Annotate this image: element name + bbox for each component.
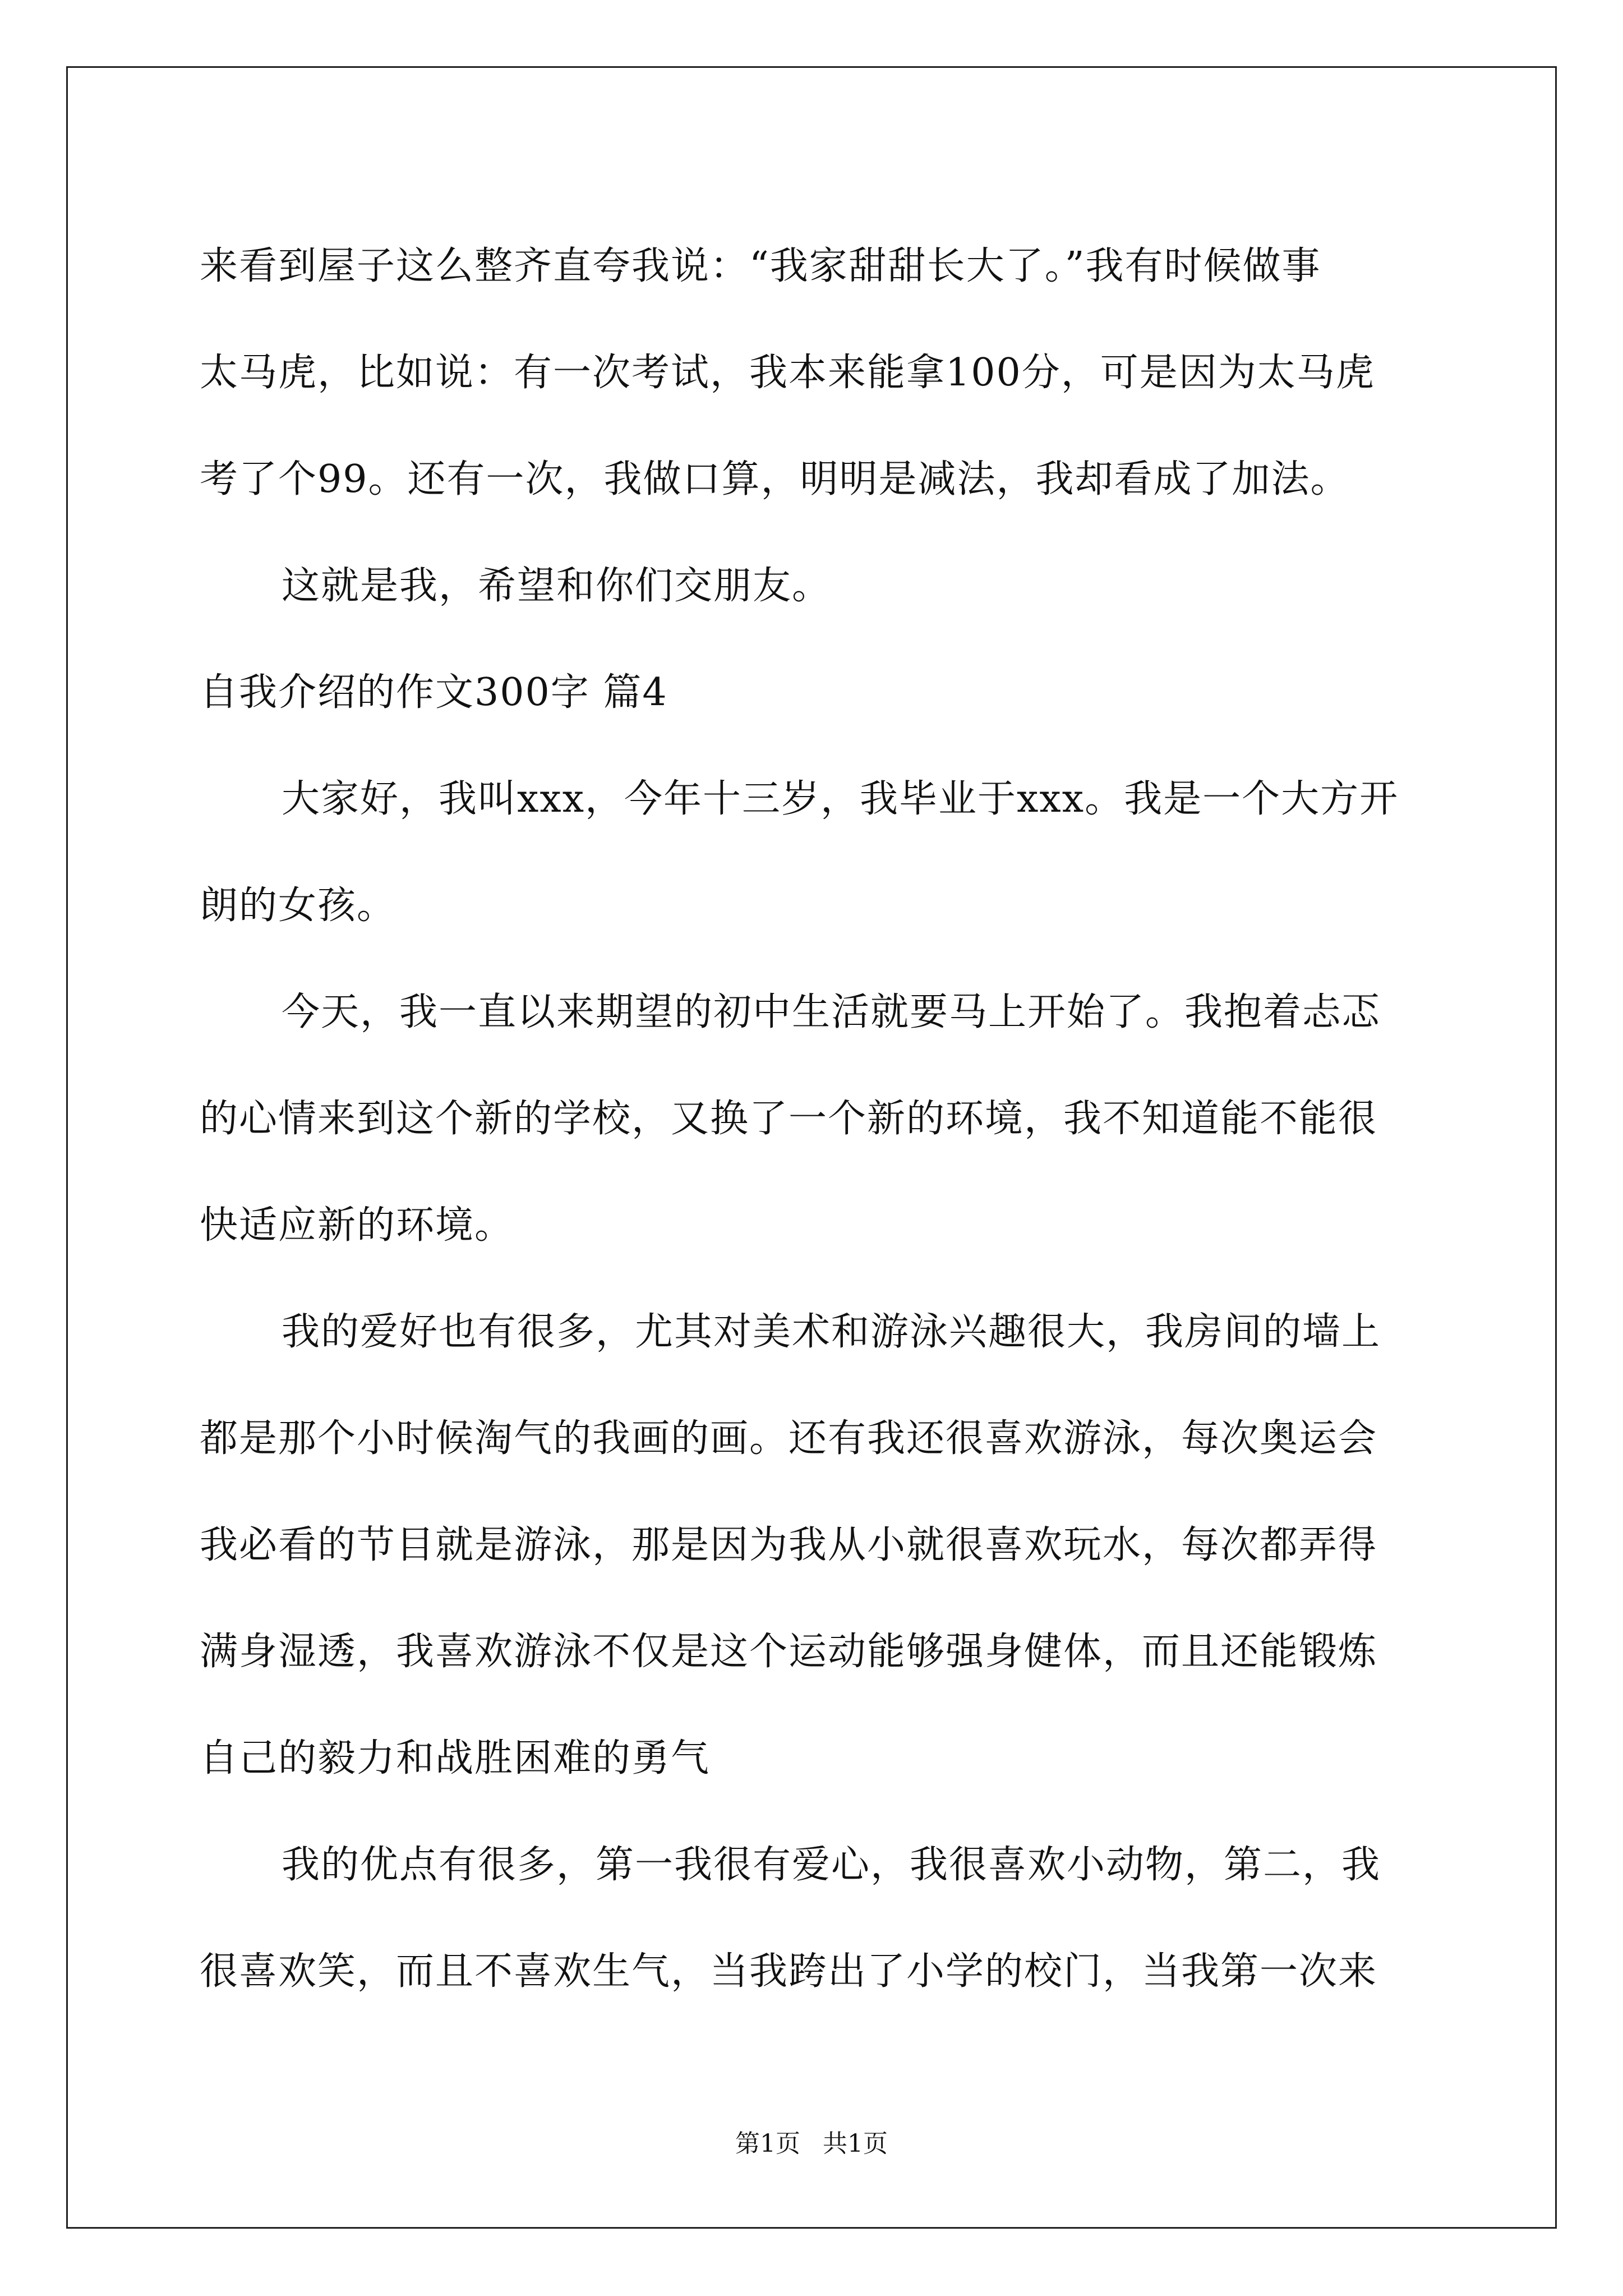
page-number-total: 共1页 (823, 2129, 888, 2158)
text-line-12: 都是那个小时候淘气的我画的画。还有我还很喜欢游泳，每次奥运会 (200, 1416, 1378, 1461)
text-line-16: 我的优点有很多，第一我很有爱心，我很喜欢小动物，第二，我 (282, 1843, 1381, 1887)
text-line-6: 大家好，我叫xxx，今年十三岁，我毕业于xxx。我是一个大方开 (282, 777, 1399, 821)
text-line-10: 快适应新的环境。 (200, 1203, 514, 1248)
page-footer (0, 2127, 1623, 2161)
text-line-4: 这就是我，希望和你们交朋友。 (282, 564, 832, 608)
text-line-2: 太马虎，比如说：有一次考试，我本来能拿100分，可是因为太马虎 (200, 351, 1375, 395)
text-line-8: 今天，我一直以来期望的初中生活就要马上开始了。我抱着忐忑 (282, 990, 1381, 1034)
page-number-current: 第1页 (735, 2129, 800, 2158)
section-heading: 自我介绍的作文300字 篇4 (200, 670, 668, 715)
document-body (200, 213, 1428, 2025)
text-line-9: 的心情来到这个新的学校，又换了一个新的环境，我不知道能不能很 (200, 1097, 1378, 1141)
text-line-1: 来看到屋子这么整齐直夸我说：“我家甜甜长大了。”我有时候做事 (200, 244, 1321, 288)
text-line-15: 自己的毅力和战胜困难的勇气 (200, 1736, 711, 1780)
text-line-17: 很喜欢笑，而且不喜欢生气，当我跨出了小学的校门，当我第一次来 (200, 1949, 1378, 1994)
text-line-11: 我的爱好也有很多，尤其对美术和游泳兴趣很大，我房间的墙上 (282, 1310, 1381, 1354)
text-line-3: 考了个99。还有一次，我做口算，明明是减法，我却看成了加法。 (200, 457, 1350, 501)
text-line-7: 朗的女孩。 (200, 884, 396, 928)
text-line-13: 我必看的节目就是游泳，那是因为我从小就很喜欢玩水，每次都弄得 (200, 1523, 1378, 1567)
text-line-14: 满身湿透，我喜欢游泳不仅是这个运动能够强身健体，而且还能锻炼 (200, 1630, 1378, 1674)
